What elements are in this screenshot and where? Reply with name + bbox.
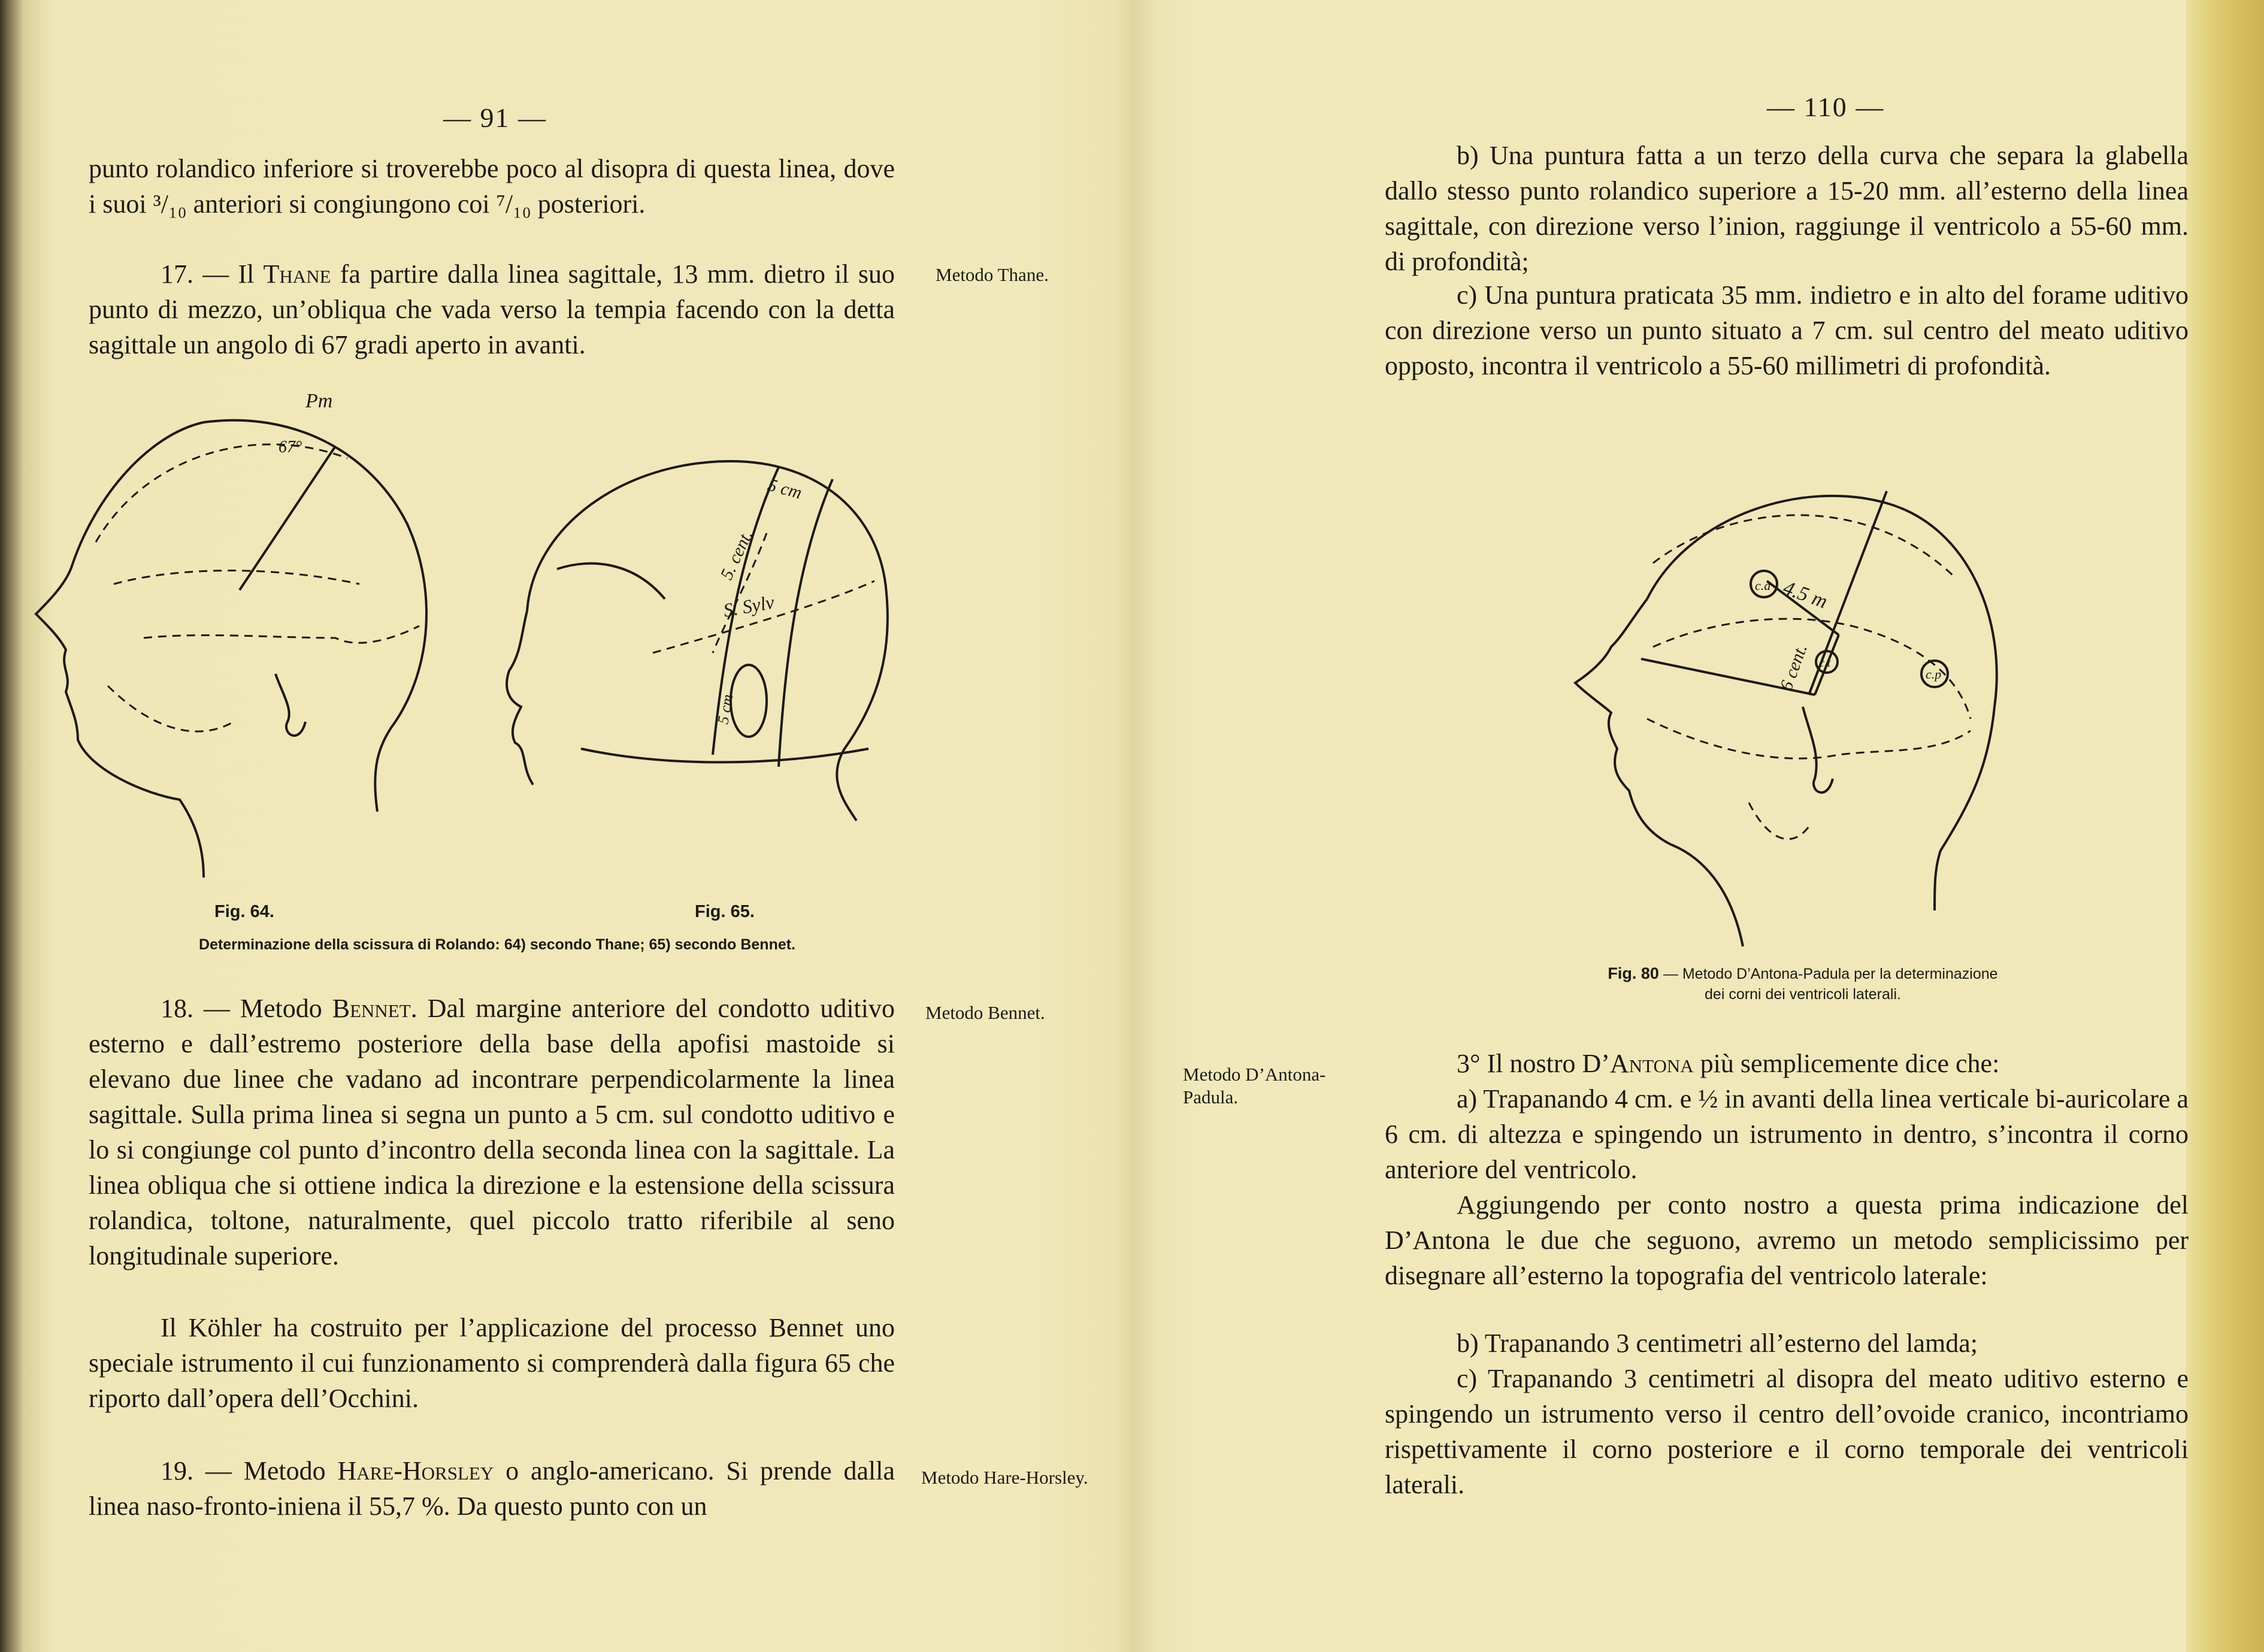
bennet-arc-2 <box>779 479 833 767</box>
cp-mark: c.p <box>1926 667 1942 682</box>
fig-65-drawing <box>485 443 970 827</box>
angle-mark: 67° <box>279 438 302 456</box>
section-17: 17. — Il Thane fa partire dalla linea sagittale, 13 mm. dietro il suo punto di mezzo, un’obliqua che vada verso la tempia facendo con la detta sagittale un angolo di 67 gradi aperto in avanti. <box>89 259 895 359</box>
pm-mark: Pm <box>305 390 333 412</box>
section-3: 3° Il nostro D’Antona più semplicemente dice che: <box>1457 1049 2000 1078</box>
section-number: 19. — <box>161 1456 232 1485</box>
paragraph-c: c) Una puntura praticata 35 mm. indietro e in alto del forame uditivo con direzione verso un punto situato a 7 cm. sul centro del meato uditivo opposto, incontra il ventricolo a 55-60 millimetri di profondità. <box>1385 280 2189 380</box>
paragraph-kohler: Il Köhler ha costruito per l’applicazione del processo Bennet uno speciale istrumento il cui funzionamento si comprenderà dalla figura 65 che riporto dall’opera dell’Occhini. <box>89 1313 895 1413</box>
section-18: 18. — Metodo Bennet. Dal margine anteriore del condotto uditivo esterno e dall’estremo posteriore della base della apofisi mastoide si elevano due linee che vadano ad incontrare perpendicolarmente la linea sagittale. Sulla prima linea si segna un punto a 5 cm. sul condotto uditivo e lo si congiunge col punto d’incontro della seconda linea con la sagittale. La linea obliqua che si ottiene indica la direzione e la estensione della scissura rolandica, toltone, naturalmente, quel piccolo tratto riferibile al seno longitudinale superiore. <box>89 994 895 1270</box>
paragraph-aggiungendo: Aggiungendo per conto nostro a questa prima indicazione del D’Antona le due che seguono, avremo un metodo semplicissimo per disegnare all’esterno la topografia del ventricolo laterale: <box>1385 1190 2189 1290</box>
fig-80-caption: Fig. 80 — Metodo D’Antona-Padula per la determinazione dei corni dei ventricoli laterali. <box>1608 964 1998 1003</box>
paragraph-b2: b) Trapanando 3 centimetri all’esterno del lamda; <box>1457 1329 1978 1358</box>
margin-note-hare-horsley: Metodo Hare-Horsley. <box>921 1467 1088 1488</box>
fig-80-label: Fig. 80 <box>1608 964 1659 982</box>
sylv-mark: S. Sylv <box>721 591 776 621</box>
author-name: Hare-Horsley <box>337 1456 494 1485</box>
head-outline <box>1647 496 1997 910</box>
section-number: 3° <box>1457 1049 1481 1078</box>
paragraph-b: b) Una puntura fatta a un terzo della curva che separa la glabella dallo stesso punto rolandico superiore a 15-20 mm. all’esterno della linea sagittale, con direzione verso l’inion, raggiunge il ventricolo a 55-60 mm. di profondità; <box>1385 141 2189 276</box>
page-number: — 110 — <box>1767 92 1885 122</box>
cm5-ear-mark: 5 cm <box>714 692 737 726</box>
section-number: 18. — <box>161 994 230 1023</box>
bennet-band <box>581 749 868 763</box>
fig-80-drawing <box>1551 467 2018 958</box>
cent6-mark: 6 cent. <box>1776 641 1811 694</box>
section-number: 17. — <box>161 259 229 289</box>
cent-mark: 5. cent. <box>716 527 757 583</box>
page-number: — 91 — <box>443 102 547 133</box>
ct-mark: c.t <box>1819 656 1831 670</box>
m45-mark: 4.5 m <box>1780 576 1830 613</box>
fig-65-label: Fig. 65. <box>695 902 755 921</box>
thane-line <box>240 446 335 590</box>
margin-note-thane: Metodo Thane. <box>936 264 1049 285</box>
margin-note-bennet: Metodo Bennet. <box>925 1002 1045 1023</box>
fig-64-label: Fig. 64. <box>214 902 274 921</box>
paragraph-intro: punto rolandico inferiore si troverebbe poco al disopra di questa linea, dove i suoi ³/₁₀ anteriori si congiungono coi ⁷/₁₀ posteriori. <box>89 154 895 219</box>
paragraph-a2: a) Trapanando 4 cm. e ½ in avanti della linea verticale bi-auricolare a 6 cm. di altezza e spingendo un istrumento in dentro, s’incontra il corno anteriore del ventricolo. <box>1385 1084 2189 1184</box>
author-name: Thane <box>263 259 331 289</box>
paragraph-c2: c) Trapanando 3 centimetri al disopra del meato uditivo esterno e spingendo un istrumento verso il centro dell’ovoide cranico, incontriamo rispettivamente il corno posteriore e il corno temporale dei ventricoli laterali. <box>1385 1364 2189 1499</box>
face-profile <box>1575 599 1743 946</box>
figure-caption: Determinazione della scissura di Rolando: 64) secondo Thane; 65) secondo Bennet. <box>198 936 796 953</box>
face-profile <box>507 611 533 785</box>
face-profile <box>36 422 204 878</box>
ca-mark: c.a <box>1755 578 1771 593</box>
cm5-top-mark: 5 cm <box>765 474 804 503</box>
fig-64-drawing <box>24 386 479 884</box>
skull-outline <box>204 420 426 812</box>
section-19: 19. — Metodo Hare-Horsley o anglo-americano. Si prende dalla linea naso-fronto-iniena il 55,7 %. Da questo punto con un <box>89 1456 895 1521</box>
author-name: Antona <box>1609 1049 1694 1078</box>
head-outline <box>527 461 888 821</box>
page-edge <box>2186 0 2264 1652</box>
author-name: Bennet <box>332 994 411 1023</box>
margin-note-dantona: Metodo D’Antona-Padula. <box>1183 1064 1326 1108</box>
